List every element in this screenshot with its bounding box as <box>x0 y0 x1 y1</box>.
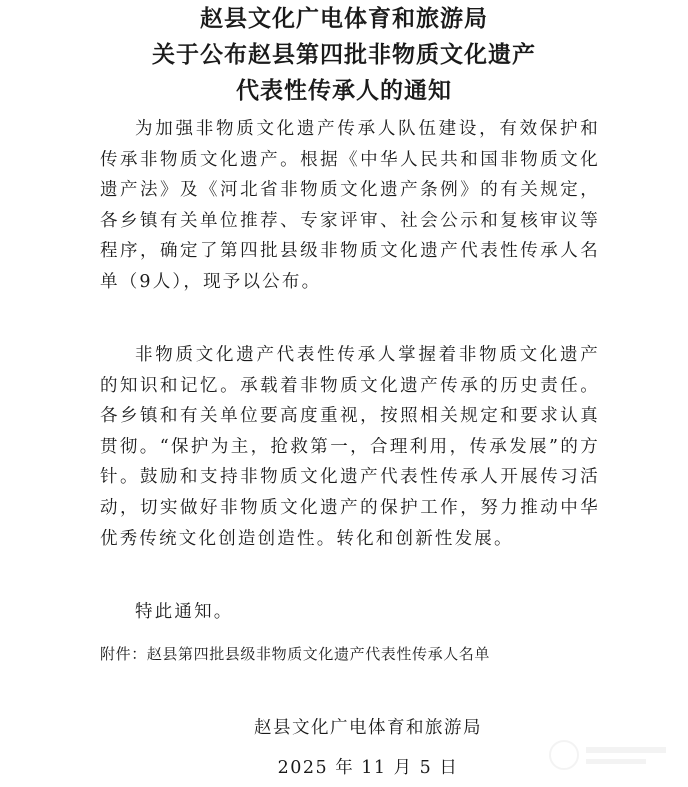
document-title-line-3: 代表性传承人的通知 <box>236 77 452 104</box>
signature-organization: 赵县文化广电体育和旅游局 <box>254 718 482 738</box>
body-paragraph-closing: 特此通知。 <box>135 602 234 622</box>
watermark-logo <box>544 735 674 775</box>
attachment-line: 附件：赵县第四批县级非物质文化遗产代表性传承人名单 <box>100 645 491 663</box>
body-paragraph-1: 为加强非物质文化遗产传承人队伍建设，有效保护和传承非物质文化遗产。根据《中华人民共和国非物质文化遗产法》及《河北省非物质文化遗产条例》的有关规定，各乡镇有关单位推荐、专家评审、社会公示和复核审议等程序，确定了第四批县级非物质文化遗产代表性传承人名单（9人），现予以公布。 <box>100 119 600 292</box>
signature-date: 2025 年 11 月 5 日 <box>277 758 459 778</box>
document-title-line-2: 关于公布赵县第四批非物质文化遗产 <box>152 41 536 68</box>
body-paragraph-2: 非物质文化遗产代表性传承人掌握着非物质文化遗产的知识和记忆。承载着非物质文化遗产传承的历史责任。各乡镇和有关单位要高度重视，按照相关规定和要求认真贯彻。“保护为主，抢救第一，合理利用，传承发展”的方针。鼓励和支持非物质文化遗产代表性传承人开展传习活动，切实做好非物质文化遗产的保护工作，努力推动中华优秀传统文化创造创造性。转化和创新性发展。 <box>100 345 600 549</box>
document-title-line-1: 赵县文化广电体育和旅游局 <box>200 5 488 32</box>
